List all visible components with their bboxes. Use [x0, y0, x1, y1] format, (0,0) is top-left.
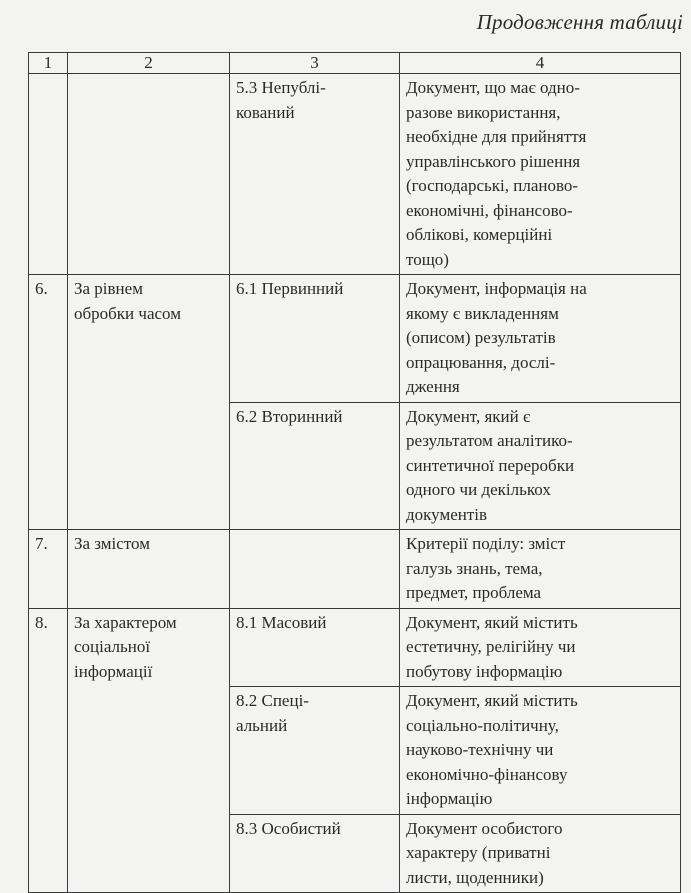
criterion-cell [68, 275, 230, 530]
description-text: Документ, інформація на якому є викладенням (описом) результатів опрацювання, дослі- дження [406, 279, 587, 396]
type-text: 8.2 Спеці- альний [236, 691, 309, 735]
criterion-cell [68, 74, 230, 275]
type-text: 6.2 Вторинний [236, 406, 343, 426]
header-row [29, 53, 681, 74]
type-cell [230, 608, 400, 687]
criterion-text: За характером соціальної інформації [74, 612, 177, 681]
type-text: 8.3 Особистий [236, 818, 341, 838]
description-text: Документ, що має одно- разове використання, необхідне для прийняття управлінського рішення (господарські, планово- економічні, фінансово- облікові, комерційні тощо) [406, 78, 587, 269]
description-cell [400, 530, 681, 609]
column-header-2: 2 [68, 53, 230, 74]
criterion-cell [68, 530, 230, 609]
row-number: 7. [35, 534, 48, 553]
row-number-cell [29, 530, 68, 609]
type-text: 6.1 Первинний [236, 279, 344, 298]
criterion-text: За рівнем обробки часом [74, 279, 181, 323]
table-continuation-caption: Продовження таблиці [476, 10, 683, 34]
type-cell [230, 275, 400, 403]
table-row [29, 608, 681, 687]
description-cell [400, 814, 681, 893]
column-header-3: 3 [230, 53, 400, 74]
criterion-cell [68, 608, 230, 893]
table-row [29, 74, 681, 275]
criterion-text: За змістом [74, 534, 150, 553]
description-cell [400, 74, 681, 275]
description-cell [400, 402, 681, 530]
row-number-cell [29, 275, 68, 530]
type-cell [230, 687, 400, 815]
description-text: Документ, який є результатом аналітико- синтетичної переробки одного чи декількох документів [406, 406, 575, 524]
description-text: Документ, який містить естетичну, релігійну чи побутову інформацію [406, 612, 578, 681]
classification-table [28, 52, 681, 893]
row-number: 6. [35, 279, 48, 298]
type-cell [230, 814, 400, 893]
table-row [29, 530, 681, 609]
description-cell [400, 687, 681, 815]
description-text: Документ, який містить соціально-політичну, науково-технічну чи економічно-фінансову інформацію [406, 691, 578, 808]
row-number-cell [29, 608, 68, 893]
description-text: Критерії поділу: зміст галузь знань, тема, предмет, проблема [406, 534, 566, 602]
description-cell [400, 275, 681, 403]
row-number-cell [29, 74, 68, 275]
type-cell [230, 402, 400, 530]
row-number: 8. [35, 612, 48, 632]
type-cell [230, 530, 400, 609]
description-text: Документ особистого характеру (приватні листи, щоденники) [406, 818, 563, 887]
table-row [29, 275, 681, 403]
column-header-1: 1 [29, 53, 68, 74]
type-cell [230, 74, 400, 275]
type-text: 8.1 Масовий [236, 612, 327, 632]
description-cell [400, 608, 681, 687]
type-text: 5.3 Непублі- кований [236, 78, 326, 122]
column-header-4: 4 [400, 53, 681, 74]
